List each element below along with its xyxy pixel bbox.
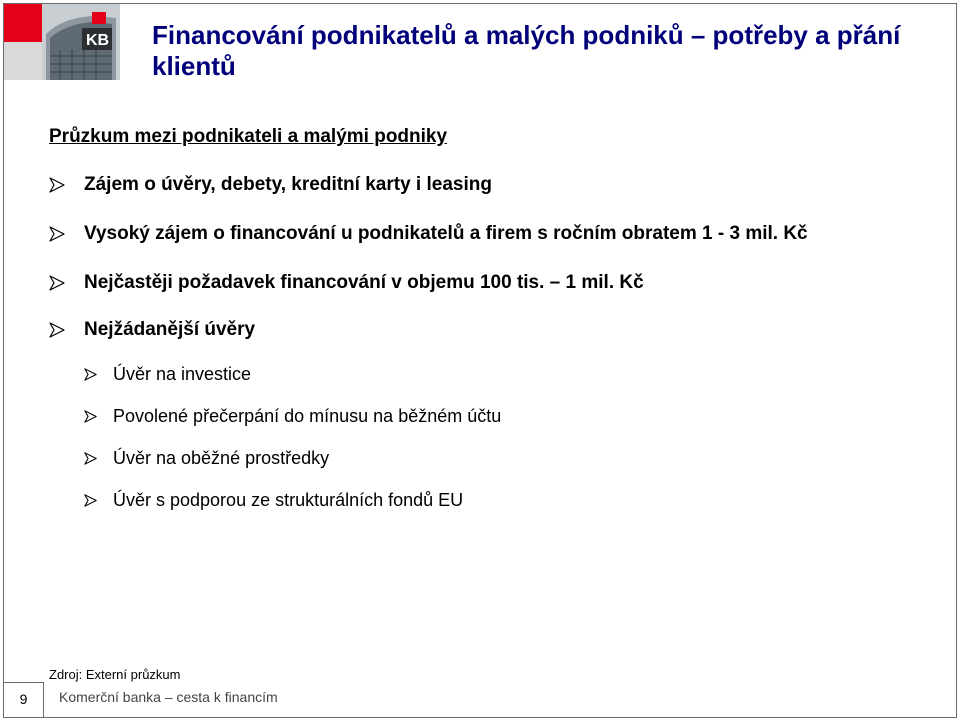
page-number: 9	[19, 691, 28, 707]
section-subtitle: Průzkum mezi podnikateli a malými podniky	[49, 126, 448, 147]
bullet-item	[49, 174, 492, 196]
sub-bullet-text: Úvěr na oběžné prostředky	[113, 448, 330, 468]
arrow-bullet-icon	[49, 177, 65, 193]
kb-logo	[4, 4, 120, 80]
arrow-bullet-icon	[84, 494, 97, 507]
arrow-bullet-icon	[84, 410, 97, 423]
arrow-bullet-icon	[84, 452, 97, 465]
sub-bullet-item	[84, 363, 251, 385]
svg-text:KB: KB	[86, 32, 110, 49]
bullet-item	[49, 272, 644, 294]
bullet-text: Nejčastěji požadavek financování v objemu 100 tis. – 1 mil. Kč	[84, 272, 644, 293]
kb-logo-icon	[42, 4, 120, 80]
footer-divider	[43, 682, 44, 717]
bullet-item	[49, 223, 808, 245]
sub-bullet-text: Úvěr s podporou ze strukturálních fondů EU	[113, 490, 464, 510]
slide-frame	[3, 3, 957, 718]
bullet-text: Nejžádanější úvěry	[84, 319, 256, 340]
logo-gray-square	[4, 42, 42, 80]
sub-bullet-item	[84, 405, 501, 427]
bullet-item	[49, 319, 255, 341]
bullet-text: Vysoký zájem o financování u podnikatelů a firem s ročním obratem 1 - 3 mil. Kč	[84, 223, 808, 244]
sub-bullet-text: Povolené přečerpání do mínusu na běžném účtu	[113, 406, 502, 426]
arrow-bullet-icon	[49, 275, 65, 291]
bullet-text: Zájem o úvěry, debety, kreditní karty i leasing	[84, 174, 492, 195]
arrow-bullet-icon	[49, 226, 65, 242]
arrow-bullet-icon	[84, 368, 97, 381]
source-note: Zdroj: Externí průzkum	[49, 667, 181, 682]
footer-divider	[4, 682, 44, 683]
arrow-bullet-icon	[49, 322, 65, 338]
sub-bullet-item	[84, 447, 329, 469]
sub-bullet-text: Úvěr na investice	[113, 364, 252, 384]
footer-brand: Komerční banka – cesta k financím	[59, 689, 278, 705]
slide-title: Financování podnikatelů a malých podniků – potřeby a přání klientů	[152, 20, 901, 81]
logo-red-square	[4, 4, 42, 42]
sub-bullet-item	[84, 489, 463, 511]
